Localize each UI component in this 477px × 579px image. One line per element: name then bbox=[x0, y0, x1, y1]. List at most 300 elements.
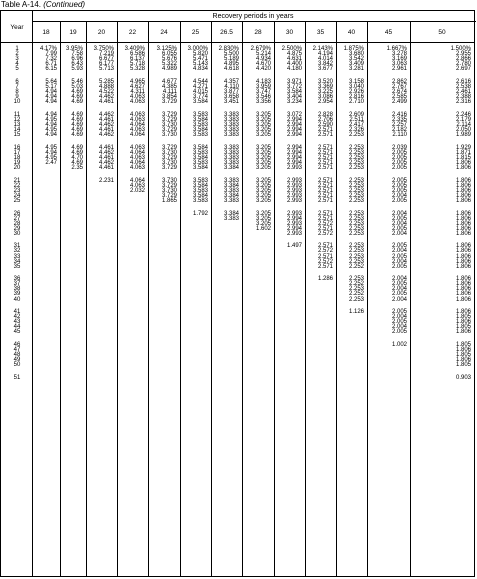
rate-cell: 3.584 bbox=[192, 164, 208, 171]
rate-cell: 4.94 bbox=[45, 111, 57, 118]
rate-cell: 4.17% bbox=[39, 46, 57, 52]
rate-cell: 3.383 bbox=[223, 197, 239, 204]
rate-cell: 3.086 bbox=[317, 94, 333, 101]
table-caption bbox=[1, 0, 85, 9]
rate-cell: 4.94 bbox=[45, 149, 57, 156]
rate-cell: 2.004 bbox=[391, 248, 407, 255]
rate-cell: 2.571 bbox=[317, 263, 333, 270]
rate-cell: 1.815 bbox=[455, 154, 471, 161]
rate-cell: 2.252 bbox=[348, 263, 364, 270]
rate-cell: 4.95 bbox=[45, 126, 57, 133]
rate-cell: 2.571 bbox=[317, 149, 333, 156]
rate-cell: 2.993 bbox=[286, 197, 302, 204]
year-cell: 30 bbox=[13, 230, 21, 237]
rate-cell: 2.253 bbox=[348, 220, 364, 227]
rate-cell: 3.583 bbox=[192, 149, 208, 156]
rate-cell: 2.005 bbox=[391, 329, 407, 336]
rate-cell: 3.583 bbox=[192, 187, 208, 194]
rate-cell: 4.462 bbox=[98, 94, 114, 101]
rate-cell: 2.828 bbox=[317, 111, 333, 118]
rate-cell: 4.461 bbox=[98, 116, 114, 123]
rate-cell: 4.183 bbox=[255, 78, 271, 85]
rate-cell: 3.451 bbox=[223, 99, 239, 106]
rate-cell: 2.674 bbox=[391, 89, 407, 96]
rate-cell: 3.383 bbox=[223, 159, 239, 166]
rate-cell: 2.005 bbox=[391, 291, 407, 298]
rate-cell: 5.713 bbox=[98, 66, 114, 73]
rate-cell: 2.143% bbox=[312, 46, 333, 52]
year-cell: 16 bbox=[13, 144, 21, 151]
rate-cell: 2.571 bbox=[317, 197, 333, 204]
rate-cell: 2.252 bbox=[348, 281, 364, 288]
rate-cell: 2.993 bbox=[286, 182, 302, 189]
rate-cell: 3.772 bbox=[286, 83, 302, 90]
rate-cell: 5.143 bbox=[192, 61, 208, 68]
rate-cell: 2.110 bbox=[392, 132, 407, 139]
rate-cell: 3.730 bbox=[161, 187, 177, 194]
rate-cell: 2.585 bbox=[391, 94, 407, 101]
year-cell: 46 bbox=[13, 342, 21, 349]
rate-cell: 3.877 bbox=[223, 89, 239, 96]
rate-cell: 2.866 bbox=[455, 56, 471, 63]
rate-cell: 4.063 bbox=[129, 164, 145, 171]
rate-cell: 3.384 bbox=[223, 182, 239, 189]
rate-cell: 4.064 bbox=[129, 121, 145, 128]
rate-cell: 2.47 bbox=[45, 159, 57, 166]
rate-cell: 4.461 bbox=[98, 126, 114, 133]
rate-cell: 3.205 bbox=[255, 149, 271, 156]
rate-cell: 3.205 bbox=[255, 182, 271, 189]
rate-cell: 2.571 bbox=[317, 253, 333, 260]
rate-cell: 2.993 bbox=[286, 187, 302, 194]
header-bottom-rule bbox=[1, 42, 474, 43]
rate-cell: 3.205 bbox=[255, 220, 271, 227]
column-divider bbox=[117, 21, 118, 576]
rate-cell: 1.497 bbox=[286, 243, 302, 250]
rate-cell: 3.384 bbox=[223, 164, 239, 171]
rate-cell: 2.326 bbox=[348, 126, 364, 133]
rate-cell: 2.005 bbox=[391, 225, 407, 232]
rate-cell: 4.194 bbox=[317, 51, 333, 58]
rate-cell: 2.538 bbox=[455, 83, 471, 90]
rate-cell: 3.729 bbox=[161, 154, 177, 161]
rate-cell: 3.205 bbox=[255, 187, 271, 194]
rate-cell: 3.584 bbox=[192, 154, 208, 161]
rate-cell: 1.806 bbox=[455, 296, 471, 303]
column-divider bbox=[180, 21, 181, 576]
rate-cell: 2.253 bbox=[348, 132, 364, 139]
rate-cell: 2.004 bbox=[391, 276, 407, 283]
rate-cell: 1.002 bbox=[391, 342, 407, 349]
period-header: 45 bbox=[384, 29, 393, 36]
year-cell: 41 bbox=[13, 309, 21, 316]
rate-cell: 2.050 bbox=[455, 126, 471, 133]
rate-cell: 3.384 bbox=[223, 210, 239, 217]
period-header: 18 bbox=[42, 29, 50, 36]
rate-cell: 1.806 bbox=[455, 347, 471, 354]
rate-cell: 2.253 bbox=[348, 164, 364, 171]
rate-cell: 3.542 bbox=[348, 56, 364, 63]
column-divider bbox=[86, 21, 87, 576]
rate-cell: 2.004 bbox=[391, 192, 407, 199]
column-divider bbox=[148, 21, 149, 576]
rate-cell: 3.205 bbox=[255, 111, 271, 118]
rate-cell: 1.806 bbox=[455, 258, 471, 265]
rate-cell: 1.126 bbox=[348, 309, 364, 316]
rate-cell: 3.281 bbox=[348, 66, 364, 73]
rate-cell: 1.806 bbox=[455, 225, 471, 232]
rate-cell: 2.417 bbox=[348, 121, 364, 128]
rate-cell: 2.572 bbox=[317, 248, 333, 255]
rate-cell: 3.205 bbox=[255, 121, 271, 128]
rate-cell: 2.571 bbox=[317, 243, 333, 250]
rate-cell: 3.584 bbox=[192, 99, 208, 106]
rate-cell: 4.875 bbox=[286, 51, 302, 58]
period-header: 40 bbox=[347, 29, 356, 36]
rate-cell: 2.571 bbox=[317, 182, 333, 189]
rate-cell: 3.584 bbox=[286, 89, 302, 96]
rate-cell: 4.311 bbox=[130, 89, 145, 96]
year-cell: 14 bbox=[13, 126, 21, 133]
rate-cell: 4.462 bbox=[98, 132, 114, 139]
rate-cell: 1.806 bbox=[455, 329, 471, 336]
rate-cell: 4.70 bbox=[71, 154, 83, 161]
rate-cell: 1.805 bbox=[455, 314, 471, 321]
year-cell: 4 bbox=[15, 61, 19, 68]
rate-cell: 4.69 bbox=[71, 159, 83, 166]
rate-cell: 3.404 bbox=[286, 94, 302, 101]
rate-cell: 6.586 bbox=[129, 51, 145, 58]
rate-cell: 6.15 bbox=[45, 66, 57, 73]
rate-cell: 4.69 bbox=[71, 144, 83, 151]
rate-cell: 4.989 bbox=[161, 66, 177, 73]
rate-cell: 4.461 bbox=[98, 154, 114, 161]
rate-cell: 4.69 bbox=[71, 126, 83, 133]
rate-cell: 3.584 bbox=[192, 116, 208, 123]
column-divider bbox=[32, 11, 33, 576]
rate-cell: 4.69 bbox=[71, 99, 83, 106]
rate-cell: 1.806 bbox=[455, 286, 471, 293]
rate-cell: 4.69 bbox=[71, 94, 83, 101]
rate-cell: 4.94 bbox=[45, 121, 57, 128]
rate-cell: 2.35 bbox=[71, 164, 83, 171]
year-cell: 1 bbox=[15, 46, 19, 52]
column-divider bbox=[410, 21, 411, 576]
rate-cell: 4.544 bbox=[192, 78, 208, 85]
rate-cell: 1.667% bbox=[386, 46, 407, 52]
rate-cell: 3.225 bbox=[317, 89, 333, 96]
year-cell: 15 bbox=[13, 132, 21, 139]
rate-cell: 3.205 bbox=[255, 192, 271, 199]
rate-cell: 4.180 bbox=[286, 66, 302, 73]
rate-cell: 5.64 bbox=[45, 78, 57, 85]
rate-cell: 2.005 bbox=[391, 253, 407, 260]
rate-cell: 2.590 bbox=[317, 121, 333, 128]
rate-cell: 2.246 bbox=[455, 111, 471, 118]
rate-cell: 2.005 bbox=[391, 149, 407, 156]
year-cell: 33 bbox=[13, 253, 21, 260]
rate-cell: 2.253 bbox=[348, 159, 364, 166]
rate-cell: 2.039 bbox=[391, 144, 407, 151]
rate-cell: 2.955 bbox=[455, 51, 471, 58]
rate-cell: 4.063 bbox=[129, 111, 145, 118]
rate-cell: 2.004 bbox=[391, 296, 407, 303]
rate-cell: 2.571 bbox=[317, 159, 333, 166]
rate-cell: 4.965 bbox=[129, 78, 145, 85]
rate-cell: 2.511 bbox=[349, 116, 364, 123]
rate-cell: 3.205 bbox=[255, 116, 271, 123]
year-cell: 28 bbox=[13, 220, 21, 227]
rate-cell: 3.409% bbox=[124, 46, 145, 52]
rate-cell: 6.71 bbox=[45, 61, 57, 68]
rate-cell: 3.677 bbox=[317, 66, 333, 73]
year-cell: 35 bbox=[13, 263, 21, 270]
rate-cell: 3.383 bbox=[223, 132, 239, 139]
year-cell: 10 bbox=[13, 99, 21, 106]
year-cell: 22 bbox=[13, 182, 21, 189]
rate-cell: 3.205 bbox=[255, 164, 271, 171]
rate-cell: 2.767 bbox=[391, 83, 407, 90]
rate-cell: 4.064 bbox=[129, 132, 145, 139]
rate-cell: 3.729 bbox=[161, 99, 177, 106]
rate-cell: 2.388 bbox=[455, 94, 471, 101]
rate-cell: 4.69 bbox=[71, 116, 83, 123]
year-cell: 24 bbox=[13, 192, 21, 199]
rate-cell: 1.805 bbox=[455, 362, 471, 369]
rate-cell: 7.32 bbox=[45, 56, 57, 63]
rate-cell: 2.994 bbox=[286, 132, 302, 139]
rate-cell: 3.730 bbox=[161, 132, 177, 139]
rate-cell: 3.125% bbox=[156, 46, 177, 52]
rate-cell: 3.383 bbox=[223, 111, 239, 118]
rate-cell: 3.383 bbox=[223, 116, 239, 123]
rate-cell: 3.158 bbox=[348, 78, 364, 85]
rate-cell: 2.616 bbox=[455, 78, 471, 85]
rate-cell: 4.063 bbox=[129, 126, 145, 133]
rate-cell: 1.871 bbox=[455, 149, 471, 156]
rate-cell: 1.806 bbox=[455, 230, 471, 237]
rate-cell: 3.680 bbox=[348, 51, 364, 58]
rate-cell: 4.385 bbox=[161, 83, 177, 90]
rate-cell: 2.862 bbox=[391, 78, 407, 85]
table-continued-note: (Continued) bbox=[43, 0, 86, 9]
rate-cell: 2.994 bbox=[286, 225, 302, 232]
rate-cell: 2.572 bbox=[317, 230, 333, 237]
rate-cell: 3.383 bbox=[223, 154, 239, 161]
rate-cell: 4.461 bbox=[98, 164, 114, 171]
rate-cell: 4.934 bbox=[255, 56, 271, 63]
rate-cell: 3.383 bbox=[223, 187, 239, 194]
rate-cell: 2.609 bbox=[348, 111, 364, 118]
rate-cell: 2.004 bbox=[391, 314, 407, 321]
rate-cell: 2.253 bbox=[348, 296, 364, 303]
rate-cell: 1.806 bbox=[455, 253, 471, 260]
rate-cell: 3.729 bbox=[161, 182, 177, 189]
rate-cell: 2.571 bbox=[317, 132, 333, 139]
rate-cell: 2.993 bbox=[286, 177, 302, 184]
rate-cell: 5.03 bbox=[71, 83, 83, 90]
year-cell: 17 bbox=[13, 149, 21, 156]
rate-cell: 5.471 bbox=[192, 56, 208, 63]
rate-cell: 4.271 bbox=[192, 83, 208, 90]
rate-cell: 2.994 bbox=[286, 154, 302, 161]
year-cell: 13 bbox=[13, 121, 21, 128]
rate-cell: 2.005 bbox=[391, 243, 407, 250]
year-cell: 6 bbox=[15, 78, 19, 85]
rate-cell: 2.571 bbox=[317, 192, 333, 199]
rate-cell: 1.806 bbox=[455, 210, 471, 217]
rate-cell: 4.95 bbox=[45, 144, 57, 151]
rate-cell: 3.205 bbox=[255, 177, 271, 184]
rate-cell: 3.729 bbox=[161, 192, 177, 199]
rate-cell: 3.658 bbox=[223, 94, 239, 101]
rate-cell: 4.063 bbox=[129, 94, 145, 101]
rate-cell: 1.806 bbox=[455, 182, 471, 189]
rate-cell: 2.994 bbox=[286, 159, 302, 166]
rate-cell: 2.954 bbox=[317, 99, 333, 106]
rate-cell: 3.072 bbox=[286, 111, 302, 118]
rate-cell: 4.400 bbox=[286, 61, 302, 68]
rate-cell: 1.806 bbox=[455, 177, 471, 184]
rate-cell: 3.169 bbox=[391, 56, 407, 63]
column-divider bbox=[336, 21, 337, 576]
rate-cell: 2.253 bbox=[348, 230, 364, 237]
rate-cell: 1.500% bbox=[450, 46, 471, 52]
rate-cell: 3.730 bbox=[161, 159, 177, 166]
rate-cell: 2.005 bbox=[391, 154, 407, 161]
rate-cell: 2.571 bbox=[317, 144, 333, 151]
rate-cell: 2.994 bbox=[286, 149, 302, 156]
rate-cell: 2.253 bbox=[348, 215, 364, 222]
rate-cell: 2.253 bbox=[348, 210, 364, 217]
rate-cell: 2.005 bbox=[391, 319, 407, 326]
column-divider bbox=[274, 21, 275, 576]
year-cell: 37 bbox=[13, 281, 21, 288]
rate-cell: 4.357 bbox=[223, 78, 239, 85]
rate-cell: 6.055 bbox=[161, 51, 177, 58]
rate-cell: 2.179 bbox=[455, 116, 471, 123]
year-cell: 25 bbox=[13, 197, 21, 204]
rate-cell: 4.94 bbox=[45, 89, 57, 96]
rate-cell: 2.572 bbox=[317, 220, 333, 227]
rate-cell: 5.214 bbox=[255, 51, 271, 58]
rate-cell: 4.420 bbox=[255, 66, 271, 73]
period-header: 28 bbox=[254, 29, 262, 36]
rate-cell: 4.95 bbox=[45, 116, 57, 123]
year-cell: 7 bbox=[15, 83, 19, 90]
rate-cell: 3.546 bbox=[255, 94, 271, 101]
rate-cell: 4.94 bbox=[45, 94, 57, 101]
rate-cell: 2.993 bbox=[286, 220, 302, 227]
rate-cell: 3.729 bbox=[161, 111, 177, 118]
rate-cell: 4.631 bbox=[286, 56, 302, 63]
rate-cell: 3.205 bbox=[255, 132, 271, 139]
rate-cell: 2.253 bbox=[348, 177, 364, 184]
rate-cell: 5.93 bbox=[71, 66, 83, 73]
rate-cell: 2.253 bbox=[348, 225, 364, 232]
rate-cell: 1.806 bbox=[455, 291, 471, 298]
rate-cell: 3.583 bbox=[192, 132, 208, 139]
rate-cell: 4.014 bbox=[317, 56, 333, 63]
rate-cell: 2.993 bbox=[286, 210, 302, 217]
rate-cell: 1.805 bbox=[455, 324, 471, 331]
year-cell: 42 bbox=[13, 314, 21, 321]
rate-cell: 2.257 bbox=[391, 121, 407, 128]
rate-cell: 2.830% bbox=[218, 46, 239, 52]
rate-cell: 4.063 bbox=[129, 182, 145, 189]
rate-cell: 3.205 bbox=[255, 144, 271, 151]
rate-cell: 6.677 bbox=[98, 56, 114, 63]
rate-cell: 2.571 bbox=[317, 210, 333, 217]
rate-cell: 4.462 bbox=[98, 149, 114, 156]
year-cell: 34 bbox=[13, 258, 21, 265]
rate-cell: 4.064 bbox=[129, 177, 145, 184]
rate-cell: 2.571 bbox=[317, 225, 333, 232]
rate-cell: 1.806 bbox=[455, 357, 471, 364]
rate-cell: 2.253 bbox=[348, 258, 364, 265]
rate-cell: 4.69 bbox=[71, 132, 83, 139]
rate-cell: 2.571 bbox=[317, 215, 333, 222]
rate-cell: 2.961 bbox=[391, 66, 407, 73]
period-header: 35 bbox=[316, 29, 325, 36]
rate-cell: 3.205 bbox=[255, 159, 271, 166]
year-cell: 49 bbox=[13, 357, 21, 364]
rate-cell: 5.718 bbox=[129, 61, 145, 68]
recovery-periods-header: Recovery periods in years bbox=[212, 13, 294, 20]
column-divider bbox=[367, 21, 368, 576]
rate-cell: 3.854 bbox=[161, 94, 177, 101]
rate-cell: 4.064 bbox=[129, 149, 145, 156]
rate-cell: 2.253 bbox=[348, 248, 364, 255]
rate-cell: 3.205 bbox=[255, 210, 271, 217]
year-cell: 36 bbox=[13, 276, 21, 283]
rate-cell: 1.805 bbox=[455, 352, 471, 359]
year-cell: 9 bbox=[15, 94, 19, 101]
year-cell: 44 bbox=[13, 324, 21, 331]
rate-cell: 4.888 bbox=[98, 83, 114, 90]
rate-cell: 4.063 bbox=[129, 99, 145, 106]
rate-cell: 3.040 bbox=[348, 83, 364, 90]
rate-cell: 3.205 bbox=[255, 126, 271, 133]
rate-cell: 2.253 bbox=[348, 253, 364, 260]
rate-cell: 2.032 bbox=[129, 187, 145, 194]
rate-cell: 3.584 bbox=[192, 192, 208, 199]
rate-cell: 1.865 bbox=[161, 197, 177, 204]
rate-cell: 3.774 bbox=[192, 94, 208, 101]
rate-cell: 7.99 bbox=[45, 51, 57, 58]
rate-cell: 2.994 bbox=[286, 121, 302, 128]
period-header: 26.5 bbox=[220, 29, 233, 36]
column-divider bbox=[305, 21, 306, 576]
rate-cell: 7.219 bbox=[98, 51, 114, 58]
rate-cell: 3.583 bbox=[192, 121, 208, 128]
year-cell: 50 bbox=[13, 362, 21, 369]
rate-cell: 3.356 bbox=[255, 99, 271, 106]
rate-cell: 4.895 bbox=[223, 61, 239, 68]
rate-cell: 1.929 bbox=[455, 144, 471, 151]
rate-cell: 1.286 bbox=[317, 276, 333, 283]
rate-cell: 2.005 bbox=[391, 263, 407, 270]
rate-cell: 3.383 bbox=[223, 149, 239, 156]
rate-cell: 2.004 bbox=[391, 324, 407, 331]
year-cell: 40 bbox=[13, 296, 21, 303]
rate-cell: 1.806 bbox=[455, 215, 471, 222]
rate-cell: 6.177 bbox=[98, 61, 114, 68]
rate-cell: 2.500% bbox=[281, 46, 302, 52]
group-header-rule bbox=[32, 21, 476, 22]
year-cell: 21 bbox=[13, 177, 21, 184]
rate-cell: 3.520 bbox=[317, 78, 333, 85]
